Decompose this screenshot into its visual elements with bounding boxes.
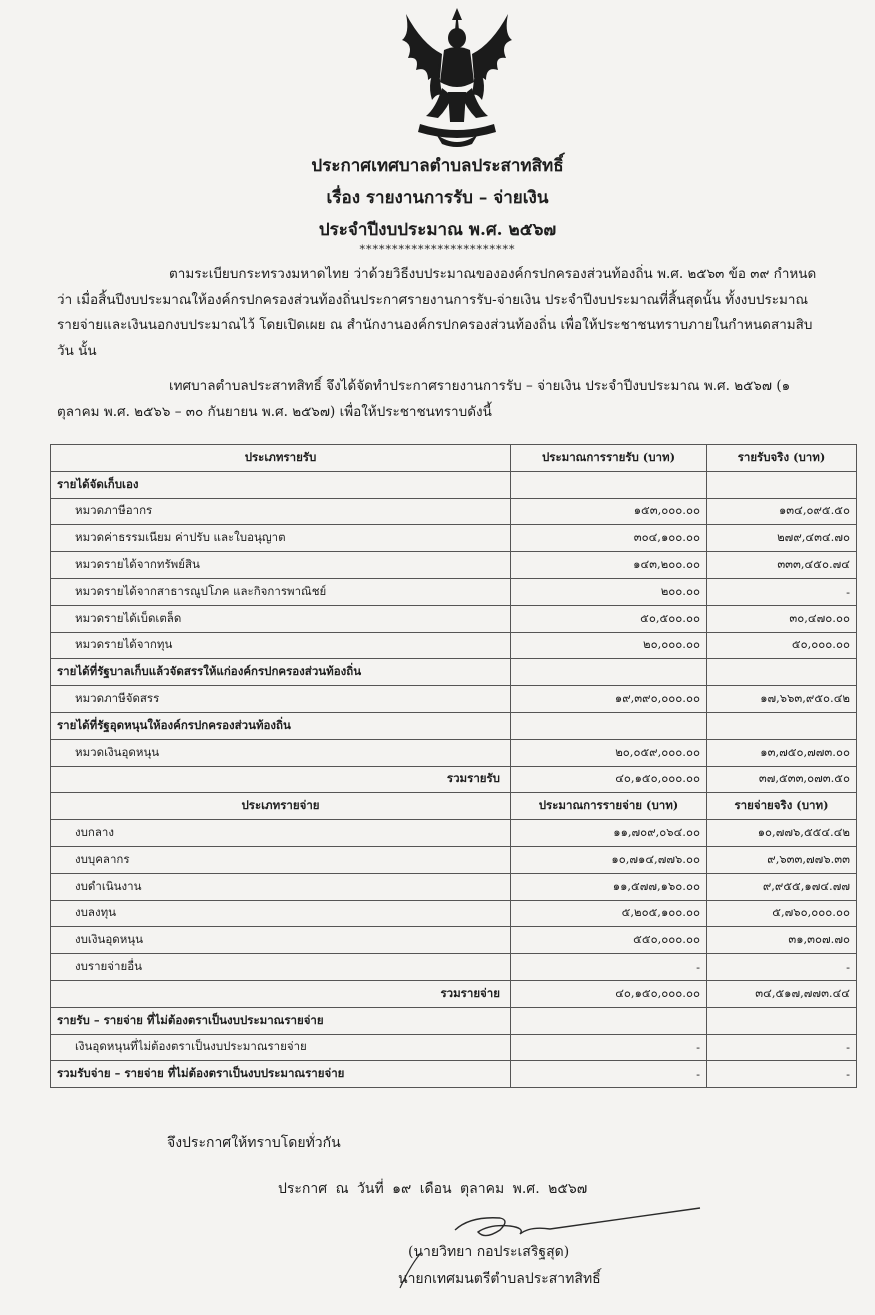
expense-item-row — [51, 954, 857, 981]
announcement-date: ประกาศ ณ วันที่ ๑๙ เดือน ตุลาคม พ.ศ. ๒๕๖๗ — [278, 1181, 588, 1197]
income-item-row — [51, 605, 857, 632]
empty-cell — [511, 471, 707, 498]
nonbudget-category-row — [51, 1007, 857, 1034]
income-actual-value: ๓๓๓,๔๕๐.๗๔ — [707, 552, 857, 579]
income-estimate-value: ๑๔๓,๒๐๐.๐๐ — [511, 552, 707, 579]
expense-item-row — [51, 927, 857, 954]
star-divider: ************************ — [359, 243, 516, 256]
expense-total-label: รวมรายจ่าย — [51, 980, 511, 1007]
report-paragraph: เทศบาลตำบลประสาทสิทธิ์ จึงได้จัดทำประกาศรายงานการรับ – จ่ายเงิน ประจำปีงบประมาณ พ.ศ. ๒๕๖๗ (๑ ตุลาคม พ.ศ. ๒๕๖๖ – ๓๐ กันยายน พ.ศ. ๒๕๖๗) เพื่อให้ประชาชนทราบดังนี้ — [57, 378, 791, 420]
income-estimate-value: ๑๙,๓๙๐,๐๐๐.๐๐ — [511, 686, 707, 713]
income-item-name: หมวดรายได้จากทุน — [51, 632, 511, 659]
empty-cell — [511, 659, 707, 686]
empty-cell — [511, 712, 707, 739]
expense-total-estimate: ๔๐,๑๕๐,๐๐๐.๐๐ — [511, 980, 707, 1007]
income-item-name: หมวดค่าธรรมเนียม ค่าปรับ และใบอนุญาต — [51, 525, 511, 552]
nonbudget-actual-value: - — [707, 1034, 857, 1061]
expense-actual-value: ๙,๙๕๕,๑๗๔.๗๗ — [707, 873, 857, 900]
income-total-label: รวมรายรับ — [51, 766, 511, 793]
expense-total-row — [51, 980, 857, 1007]
expense-item-name: งบเงินอุดหนุน — [51, 927, 511, 954]
income-item-name: หมวดรายได้เบ็ดเตล็ด — [51, 605, 511, 632]
expense-item-name: งบรายจ่ายอื่น — [51, 954, 511, 981]
income-actual-value: ๑๓,๗๕๐,๗๗๓.๐๐ — [707, 739, 857, 766]
nonbudget-estimate-value: - — [511, 1034, 707, 1061]
income-expense-table — [50, 444, 857, 1088]
income-estimate-value: ๒๐๐.๐๐ — [511, 578, 707, 605]
income-total-estimate: ๔๐,๑๕๐,๐๐๐.๐๐ — [511, 766, 707, 793]
income-actual-value: - — [707, 578, 857, 605]
income-actual-value: ๕๐,๐๐๐.๐๐ — [707, 632, 857, 659]
nonbudget-total-estimate: - — [511, 1061, 707, 1088]
income-item-name: หมวดรายได้จากสาธารณูปโภค และกิจการพาณิชย์ — [51, 578, 511, 605]
expense-estimate-header: ประมาณการรายจ่าย (บาท) — [511, 793, 707, 820]
expense-item-name: งบลงทุน — [51, 900, 511, 927]
expense-actual-value: ๕,๗๖๐,๐๐๐.๐๐ — [707, 900, 857, 927]
expense-item-row — [51, 846, 857, 873]
expense-actual-value: ๓๑,๓๐๗.๗๐ — [707, 927, 857, 954]
income-category-row — [51, 659, 857, 686]
income-header-row — [51, 445, 857, 472]
expense-estimate-value: - — [511, 954, 707, 981]
income-item-row — [51, 739, 857, 766]
expense-item-name: งบดำเนินงาน — [51, 873, 511, 900]
income-category-label: รายได้ที่รัฐอุดหนุนให้องค์กรปกครองส่วนท้องถิ่น — [51, 712, 511, 739]
nonbudget-total-label: รวมรับจ่าย – รายจ่าย ที่ไม่ต้องตราเป็นงบประมาณรายจ่าย — [51, 1061, 511, 1088]
empty-cell — [511, 1007, 707, 1034]
expense-estimate-value: ๑๑,๕๗๗,๑๖๐.๐๐ — [511, 873, 707, 900]
income-total-row — [51, 766, 857, 793]
income-estimate-value: ๕๐,๕๐๐.๐๐ — [511, 605, 707, 632]
expense-item-row — [51, 900, 857, 927]
income-item-name: หมวดภาษีจัดสรร — [51, 686, 511, 713]
expense-estimate-value: ๑๑,๗๐๙,๐๖๔.๐๐ — [511, 820, 707, 847]
expense-item-name: งบบุคลากร — [51, 846, 511, 873]
income-item-row — [51, 632, 857, 659]
nonbudget-item-name: เงินอุดหนุนที่ไม่ต้องตราเป็นงบประมาณรายจ่าย — [51, 1034, 511, 1061]
garuda-emblem-icon — [392, 4, 522, 150]
expense-type-header: ประเภทรายจ่าย — [51, 793, 511, 820]
expense-actual-value: - — [707, 954, 857, 981]
income-actual-header: รายรับจริง (บาท) — [707, 445, 857, 472]
income-item-row — [51, 498, 857, 525]
income-item-row — [51, 686, 857, 713]
expense-estimate-value: ๕,๒๐๕,๑๐๐.๐๐ — [511, 900, 707, 927]
expense-actual-header: รายจ่ายจริง (บาท) — [707, 793, 857, 820]
income-type-header: ประเภทรายรับ — [51, 445, 511, 472]
announcement-subject: เรื่อง รายงานการรับ – จ่ายเงิน — [326, 188, 549, 208]
empty-cell — [707, 659, 857, 686]
nonbudget-item-row — [51, 1034, 857, 1061]
income-category-row — [51, 712, 857, 739]
income-estimate-value: ๑๕๓,๐๐๐.๐๐ — [511, 498, 707, 525]
signer-name: (นายวิทยา กอประเสริฐสุด) — [408, 1244, 570, 1260]
empty-cell — [707, 1007, 857, 1034]
income-item-row — [51, 578, 857, 605]
income-estimate-value: ๒๐,๐๐๐.๐๐ — [511, 632, 707, 659]
expense-item-row — [51, 820, 857, 847]
income-item-name: หมวดภาษีอากร — [51, 498, 511, 525]
income-actual-value: ๑๗,๖๖๓,๙๕๐.๔๒ — [707, 686, 857, 713]
expense-actual-value: ๑๐,๗๗๖,๕๕๔.๔๒ — [707, 820, 857, 847]
empty-cell — [707, 712, 857, 739]
income-actual-value: ๓๐,๔๗๐.๐๐ — [707, 605, 857, 632]
income-category-row — [51, 471, 857, 498]
income-item-name: หมวดรายได้จากทรัพย์สิน — [51, 552, 511, 579]
nonbudget-total-row — [51, 1061, 857, 1088]
nonbudget-category-label: รายรับ – รายจ่าย ที่ไม่ต้องตราเป็นงบประมาณรายจ่าย — [51, 1007, 511, 1034]
expense-item-row — [51, 873, 857, 900]
expense-item-name: งบกลาง — [51, 820, 511, 847]
expense-estimate-value: ๕๕๐,๐๐๐.๐๐ — [511, 927, 707, 954]
income-item-name: หมวดเงินอุดหนุน — [51, 739, 511, 766]
income-estimate-value: ๓๐๔,๑๐๐.๐๐ — [511, 525, 707, 552]
nonbudget-total-actual: - — [707, 1061, 857, 1088]
expense-estimate-value: ๑๐,๗๑๔,๗๗๖.๐๐ — [511, 846, 707, 873]
income-estimate-header: ประมาณการรายรับ (บาท) — [511, 445, 707, 472]
income-item-row — [51, 552, 857, 579]
income-item-row — [51, 525, 857, 552]
expense-header-row — [51, 793, 857, 820]
intro-paragraph: ตามระเบียบกระทรวงมหาดไทย ว่าด้วยวิธีงบประมาณขององค์กรปกครองส่วนท้องถิ่น พ.ศ. ๒๕๖๓ ข้อ ๓๙ กำหนดว่า เมื่อสิ้นปีงบประมาณให้องค์กรปกครองส่วนท้องถิ่นประกาศรายงานการรับ-จ่ายเงิน ประจำปีงบประมาณที่สิ้นสุดนั้น ทั้งงบประมาณรายจ่ายและเงินนอกงบประมาณไว้ โดยเปิดเผย ณ สำนักงานองค์กรปกครองส่วนท้องถิ่น เพื่อให้ประชาชนทราบภายในกำหนดสามสิบวัน นั้น — [57, 266, 817, 359]
income-actual-value: ๑๓๔,๐๙๕.๕๐ — [707, 498, 857, 525]
expense-total-actual: ๓๔,๕๑๗,๗๗๓.๔๔ — [707, 980, 857, 1007]
fiscal-year-line: ประจำปีงบประมาณ พ.ศ. ๒๕๖๗ — [318, 220, 557, 240]
income-category-label: รายได้ที่รัฐบาลเก็บแล้วจัดสรรให้แก่องค์กรปกครองส่วนท้องถิ่น — [51, 659, 511, 686]
closing-statement: จึงประกาศให้ทราบโดยทั่วกัน — [167, 1135, 341, 1151]
income-category-label: รายได้จัดเก็บเอง — [51, 471, 511, 498]
empty-cell — [707, 471, 857, 498]
signer-position: นายกเทศมนตรีตำบลประสาทสิทธิ์ — [398, 1271, 601, 1287]
income-actual-value: ๒๗๙,๔๓๔.๗๐ — [707, 525, 857, 552]
income-total-actual: ๓๗,๕๓๓,๐๗๓.๕๐ — [707, 766, 857, 793]
income-estimate-value: ๒๐,๐๕๙,๐๐๐.๐๐ — [511, 739, 707, 766]
announcement-title: ประกาศเทศบาลตำบลประสาทสิทธิ์ — [311, 156, 564, 176]
expense-actual-value: ๙,๖๓๓,๗๗๖.๓๓ — [707, 846, 857, 873]
